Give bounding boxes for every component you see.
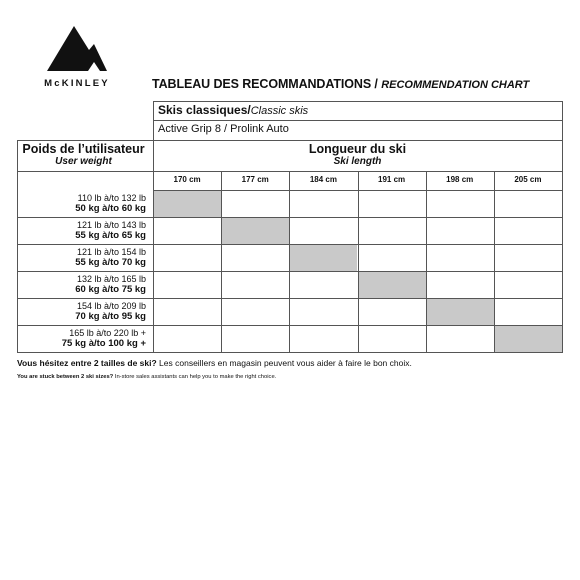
weight-kg: 60 kg à/to 75 kg bbox=[75, 284, 146, 295]
recommended-cell bbox=[495, 326, 562, 352]
weight-range bbox=[17, 247, 146, 268]
weight-kg: 55 kg à/to 65 kg bbox=[75, 230, 146, 241]
ski-model: Active Grip 8 / Prolink Auto bbox=[158, 123, 289, 135]
length-label: 205 cm bbox=[514, 175, 542, 184]
weight-lb: 165 lb à/to 220 lb + bbox=[69, 328, 146, 338]
length-label: 198 cm bbox=[446, 175, 474, 184]
recommended-cell bbox=[290, 245, 357, 271]
weight-range bbox=[17, 220, 146, 241]
weight-kg: 55 kg à/to 70 kg bbox=[75, 257, 146, 268]
length-header-fr: Longueur du ski bbox=[308, 142, 407, 156]
length-label: 177 cm bbox=[241, 175, 269, 184]
weight-lb: 121 lb à/to 143 lb bbox=[76, 220, 146, 230]
recommended-cell bbox=[359, 272, 426, 298]
length-header bbox=[153, 142, 562, 167]
mountain-icon bbox=[47, 24, 107, 74]
document-title bbox=[152, 77, 529, 91]
recommended-cell bbox=[154, 191, 221, 217]
grid-line-col bbox=[494, 171, 495, 353]
grid-line-col bbox=[289, 171, 290, 353]
recommended-cell bbox=[427, 299, 494, 325]
title-fr: TABLEAU DES RECOMMANDATIONS bbox=[152, 77, 372, 91]
grid-line-category bbox=[153, 120, 562, 121]
note-en-text: In-store sales assistants can help you to make the right choice. bbox=[113, 374, 277, 380]
mckinley-logo bbox=[27, 24, 127, 94]
category-en: Classic skis bbox=[250, 105, 309, 117]
weight-range bbox=[17, 274, 146, 295]
grid-line-top bbox=[153, 101, 562, 102]
note-fr-question: Vous hésitez entre 2 tailles de ski? bbox=[17, 358, 157, 368]
title-separator: / bbox=[371, 77, 382, 91]
weight-header-fr: Poids de l’utilisateur bbox=[22, 142, 145, 156]
weight-range bbox=[17, 328, 146, 349]
weight-kg: 70 kg à/to 95 kg bbox=[75, 311, 146, 322]
title-en: RECOMMENDATION CHART bbox=[381, 79, 530, 91]
note-en bbox=[17, 374, 276, 380]
length-label: 184 cm bbox=[309, 175, 337, 184]
weight-lb: 121 lb à/to 154 lb bbox=[76, 247, 146, 257]
weight-kg: 75 kg à/to 100 kg + bbox=[61, 338, 146, 349]
weight-lb: 154 lb à/to 209 lb bbox=[76, 301, 146, 311]
ski-category bbox=[158, 103, 308, 117]
length-label: 191 cm bbox=[378, 175, 406, 184]
grid-line-model bbox=[17, 140, 562, 141]
weight-lb: 110 lb à/to 132 lb bbox=[77, 193, 146, 203]
grid-line-weight-divider bbox=[153, 101, 154, 353]
recommended-cell bbox=[222, 218, 289, 244]
grid-line-col bbox=[358, 171, 359, 353]
weight-header bbox=[17, 142, 150, 167]
note-fr-text: Les conseillers en magasin peuvent vous aider à faire le bon choix. bbox=[156, 358, 412, 368]
note-en-question: You are stuck between 2 ski sizes? bbox=[17, 374, 114, 380]
note-fr bbox=[17, 358, 412, 368]
recommendation-table bbox=[17, 101, 562, 352]
grid-line-right bbox=[562, 101, 563, 353]
brand-name: McKINLEY bbox=[44, 78, 110, 89]
grid-line-col bbox=[221, 171, 222, 353]
weight-header-en: User weight bbox=[55, 156, 112, 167]
category-fr: Skis classiques bbox=[158, 103, 248, 117]
weight-lb: 132 lb à/to 165 lb bbox=[76, 274, 146, 284]
weight-kg: 50 kg à/to 60 kg bbox=[75, 203, 146, 214]
grid-line-col bbox=[426, 171, 427, 353]
category-separator: / bbox=[247, 103, 251, 117]
weight-range bbox=[17, 301, 146, 322]
length-label: 170 cm bbox=[173, 175, 201, 184]
length-header-en: Ski length bbox=[333, 156, 382, 167]
weight-range bbox=[17, 193, 146, 214]
